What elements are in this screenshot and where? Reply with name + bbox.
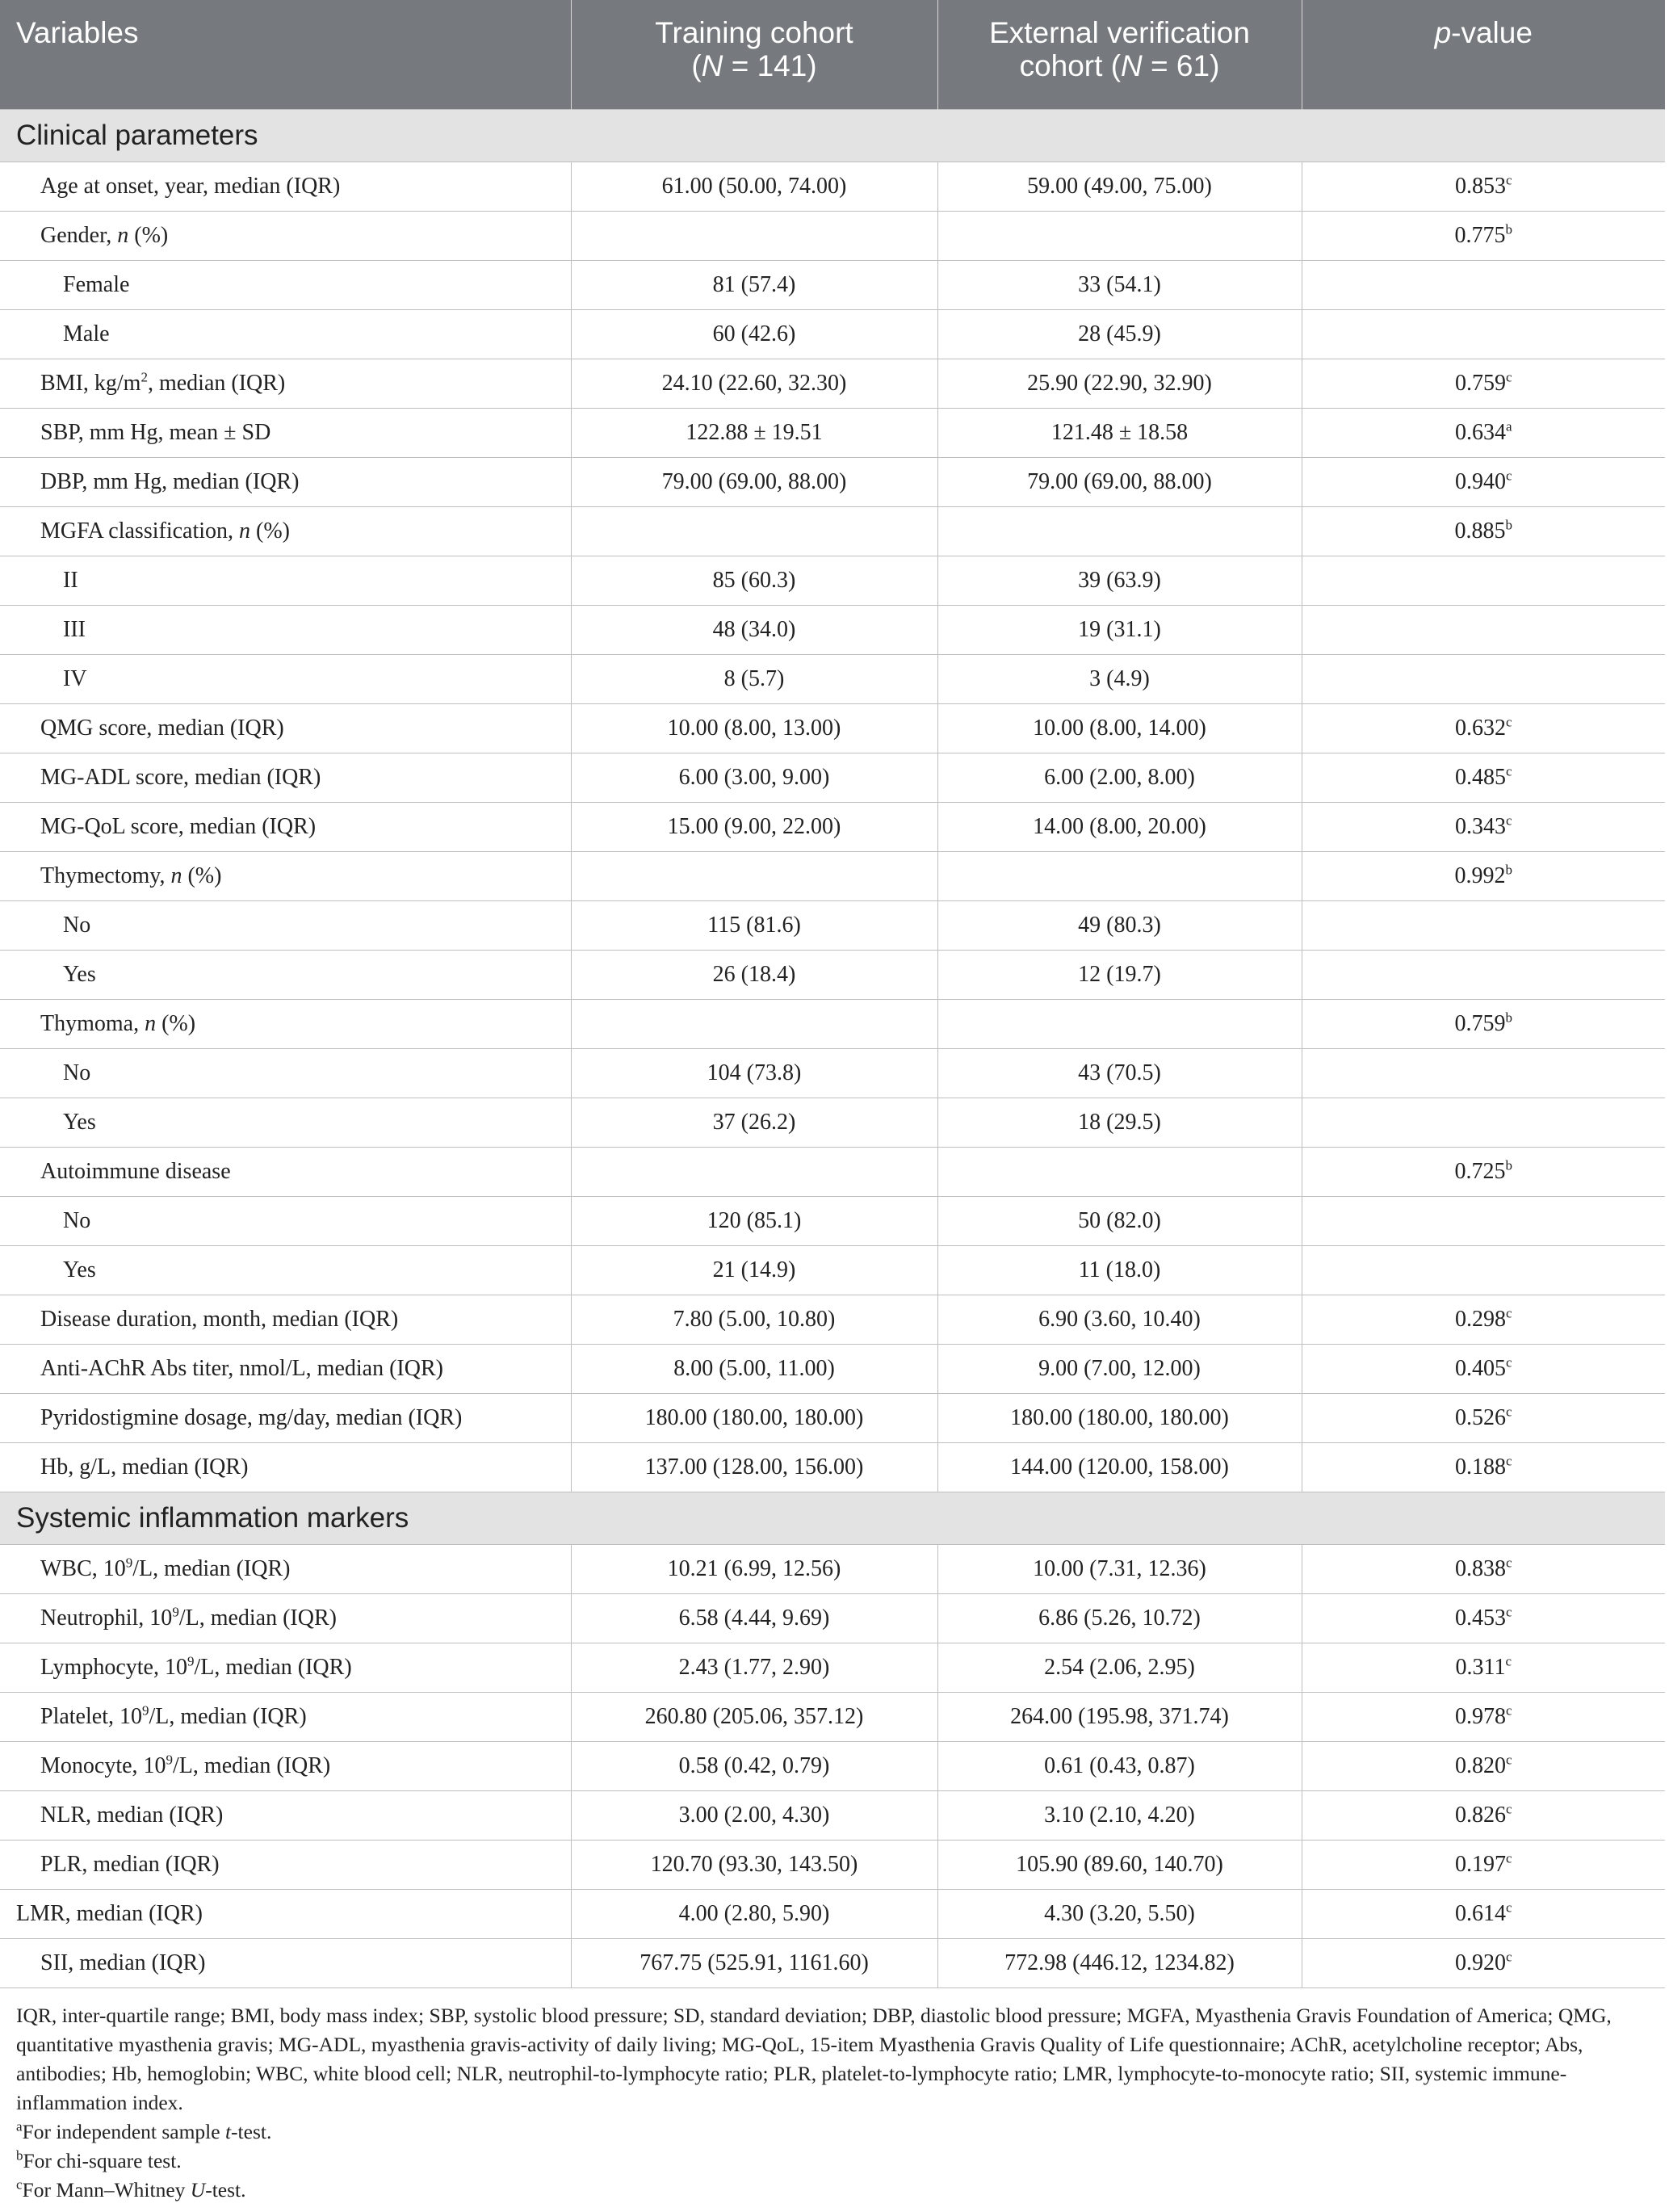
variable-cell: Anti-AChR Abs titer, nmol/L, median (IQR)	[0, 1345, 571, 1394]
p-value-cell: 0.940$^c$	[1302, 458, 1665, 507]
training-value-cell: 79.00 (69.00, 88.00)	[571, 458, 937, 507]
test-footnote-mark: c	[1505, 172, 1512, 188]
p-value-cell: 0.853$^c$	[1302, 162, 1665, 212]
variable-cell: Hb, g/L, median (IQR)	[0, 1443, 571, 1492]
table-row	[0, 409, 1665, 458]
variable-cell: Yes	[0, 1246, 571, 1295]
external-value-cell: 264.00 (195.98, 371.74)	[937, 1693, 1302, 1742]
variable-cell: Neutrophil, $10^9/L$, median (IQR)	[0, 1594, 571, 1643]
table-row	[0, 1049, 1665, 1098]
training-value-cell: 10.21 (6.99, 12.56)	[571, 1545, 937, 1594]
p-value-cell: 0.826$^c$	[1302, 1791, 1665, 1841]
table-row	[0, 951, 1665, 1000]
training-value-cell: 24.10 (22.60, 32.30)	[571, 359, 937, 409]
table-row	[0, 1148, 1665, 1197]
external-value-cell: 9.00 (7.00, 12.00)	[937, 1345, 1302, 1394]
p-value-cell: 0.775$^b$	[1302, 212, 1665, 261]
section-header	[0, 1492, 1665, 1545]
section-title: Clinical parameters	[0, 110, 1665, 162]
external-value-cell: 10.00 (7.31, 12.36)	[937, 1545, 1302, 1594]
table-notes	[0, 1988, 1669, 2205]
p-value-cell	[1302, 1098, 1665, 1148]
external-value-cell: 18 (29.5)	[937, 1098, 1302, 1148]
table-row	[0, 1246, 1665, 1295]
variable-cell: PLR, median (IQR)	[0, 1841, 571, 1890]
variable-cell: Age at onset, year, median (IQR)	[0, 162, 571, 212]
variable-cell: No	[0, 1197, 571, 1246]
variable-cell: DBP, mm Hg, median (IQR)	[0, 458, 571, 507]
table-row	[0, 1791, 1665, 1841]
variable-cell: IV	[0, 655, 571, 704]
variable-cell: MGFA classification, n (%)	[0, 507, 571, 556]
table-row	[0, 753, 1665, 803]
external-value-cell: 28 (45.9)	[937, 310, 1302, 359]
variable-cell: Yes	[0, 1098, 571, 1148]
p-value-cell: 0.405$^c$	[1302, 1345, 1665, 1394]
training-value-cell: 48 (34.0)	[571, 606, 937, 655]
training-value-cell: 180.00 (180.00, 180.00)	[571, 1394, 937, 1443]
external-value-cell: 49 (80.3)	[937, 901, 1302, 951]
table-row	[0, 1742, 1665, 1791]
variable-cell: No	[0, 901, 571, 951]
test-footnote-mark: c	[1505, 1653, 1512, 1669]
footnote: $^c$For Mann–Whitney U-test.	[16, 2176, 246, 2202]
test-footnote-mark: c	[1505, 763, 1512, 779]
table-row	[0, 1693, 1665, 1742]
table-row	[0, 606, 1665, 655]
p-value-cell	[1302, 655, 1665, 704]
training-value-cell: 61.00 (50.00, 74.00)	[571, 162, 937, 212]
test-footnote-mark: c	[1505, 1404, 1512, 1420]
p-value-cell	[1302, 261, 1665, 310]
test-footnote-mark: c	[1505, 1899, 1512, 1916]
test-footnote-mark: b	[1505, 517, 1512, 533]
section-title: Systemic inflammation markers	[0, 1492, 1665, 1545]
p-value-cell: 0.978$^c$	[1302, 1693, 1665, 1742]
variable-cell: WBC, $10^9/L$, median (IQR)	[0, 1545, 571, 1594]
table-row	[0, 1939, 1665, 1988]
training-value-cell: 260.80 (205.06, 357.12)	[571, 1693, 937, 1742]
abbreviations-note: IQR, inter-quartile range; BMI, body mass index; SBP, systolic blood pressure; SD, standard deviation; DBP, diastolic blood pressure; MGFA, Myasthenia Gravis Foundation of America; QMG, quantitative myasthenia gravis; MG-ADL, myasthenia gravis-activity of daily living; MG-QoL, 15-item Myasthenia Gravis Quality of Life questionnaire; AChR, acetylcholine receptor; Abs, antibodies; Hb, hemoglobin; WBC, white blood cell; NLR, neutrophil-to-lymphocyte ratio; PLR, platelet-to-lymphocyte ratio; LMR, lymphocyte-to-monocyte ratio; SII, systemic immune-inflammation index.	[16, 2004, 1612, 2114]
variable-cell: MG-ADL score, median (IQR)	[0, 753, 571, 803]
external-value-cell: 105.90 (89.60, 140.70)	[937, 1841, 1302, 1890]
variable-cell: SBP, mm Hg, mean ± SD	[0, 409, 571, 458]
test-footnote-mark: a	[1505, 418, 1512, 434]
p-value-cell	[1302, 1246, 1665, 1295]
external-value-cell: 180.00 (180.00, 180.00)	[937, 1394, 1302, 1443]
table-row	[0, 852, 1665, 901]
p-value-cell: 0.885$^b$	[1302, 507, 1665, 556]
test-footnote-mark: c	[1505, 812, 1512, 829]
training-value-cell: 2.43 (1.77, 2.90)	[571, 1643, 937, 1693]
training-value-cell: 37 (26.2)	[571, 1098, 937, 1148]
test-footnote-mark: c	[1505, 1305, 1512, 1321]
variable-cell: SII, median (IQR)	[0, 1939, 571, 1988]
training-value-cell	[571, 852, 937, 901]
external-value-cell: 12 (19.7)	[937, 951, 1302, 1000]
training-value-cell: 122.88 ± 19.51	[571, 409, 937, 458]
table-row	[0, 162, 1665, 212]
external-value-cell: 144.00 (120.00, 158.00)	[937, 1443, 1302, 1492]
p-value-cell	[1302, 310, 1665, 359]
variable-cell: NLR, median (IQR)	[0, 1791, 571, 1841]
external-value-cell	[937, 1148, 1302, 1197]
external-value-cell: 6.90 (3.60, 10.40)	[937, 1295, 1302, 1345]
test-footnote-mark: c	[1505, 1949, 1512, 1965]
training-value-cell: 4.00 (2.80, 5.90)	[571, 1890, 937, 1939]
table-row	[0, 901, 1665, 951]
p-value-cell: 0.759$^b$	[1302, 1000, 1665, 1049]
external-value-cell: 33 (54.1)	[937, 261, 1302, 310]
p-value-cell	[1302, 556, 1665, 606]
training-value-cell: 7.80 (5.00, 10.80)	[571, 1295, 937, 1345]
external-value-cell: 6.00 (2.00, 8.00)	[937, 753, 1302, 803]
variable-cell: LMR, median (IQR)	[0, 1890, 571, 1939]
footnotes	[16, 2118, 1655, 2205]
training-value-cell: 0.58 (0.42, 0.79)	[571, 1742, 937, 1791]
p-value-cell: 0.838$^c$	[1302, 1545, 1665, 1594]
p-value-cell	[1302, 606, 1665, 655]
training-value-cell	[571, 1000, 937, 1049]
table-row	[0, 1594, 1665, 1643]
external-value-cell: 6.86 (5.26, 10.72)	[937, 1594, 1302, 1643]
external-value-cell: 43 (70.5)	[937, 1049, 1302, 1098]
p-value-cell: 0.920$^c$	[1302, 1939, 1665, 1988]
external-value-cell: 3 (4.9)	[937, 655, 1302, 704]
p-value-cell	[1302, 901, 1665, 951]
p-value-cell: 0.614$^c$	[1302, 1890, 1665, 1939]
p-value-cell: 0.992$^b$	[1302, 852, 1665, 901]
external-value-cell: 10.00 (8.00, 14.00)	[937, 704, 1302, 753]
p-value-cell: 0.485$^c$	[1302, 753, 1665, 803]
training-value-cell	[571, 212, 937, 261]
table-row	[0, 1545, 1665, 1594]
table-row	[0, 212, 1665, 261]
table-row	[0, 310, 1665, 359]
external-value-cell: 50 (82.0)	[937, 1197, 1302, 1246]
training-value-cell: 15.00 (9.00, 22.00)	[571, 803, 937, 852]
p-value-cell: 0.298$^c$	[1302, 1295, 1665, 1345]
test-footnote-mark: c	[1505, 1604, 1512, 1620]
test-footnote-mark: c	[1505, 1752, 1512, 1768]
training-value-cell	[571, 507, 937, 556]
test-footnote-mark: c	[1505, 468, 1512, 484]
table-row	[0, 1345, 1665, 1394]
p-value-cell: 0.759$^c$	[1302, 359, 1665, 409]
test-footnote-mark: c	[1505, 369, 1512, 385]
variable-cell: Female	[0, 261, 571, 310]
table-row	[0, 507, 1665, 556]
external-value-cell: 2.54 (2.06, 2.95)	[937, 1643, 1302, 1693]
external-value-cell: 14.00 (8.00, 20.00)	[937, 803, 1302, 852]
table-header	[0, 0, 1665, 110]
training-value-cell: 120 (85.1)	[571, 1197, 937, 1246]
external-value-cell: 39 (63.9)	[937, 556, 1302, 606]
table-row	[0, 1443, 1665, 1492]
p-value-cell: 0.188$^c$	[1302, 1443, 1665, 1492]
header-variables: Variables	[0, 0, 571, 110]
external-value-cell: 79.00 (69.00, 88.00)	[937, 458, 1302, 507]
training-value-cell: 6.58 (4.44, 9.69)	[571, 1594, 937, 1643]
variable-cell: Disease duration, month, median (IQR)	[0, 1295, 571, 1345]
test-footnote-mark: b	[1505, 862, 1512, 878]
external-value-cell: 59.00 (49.00, 75.00)	[937, 162, 1302, 212]
training-value-cell: 60 (42.6)	[571, 310, 937, 359]
table-row	[0, 1098, 1665, 1148]
test-footnote-mark: c	[1505, 1453, 1512, 1469]
training-value-cell: 137.00 (128.00, 156.00)	[571, 1443, 937, 1492]
training-value-cell: 3.00 (2.00, 4.30)	[571, 1791, 937, 1841]
p-value-cell: 0.634$^a$	[1302, 409, 1665, 458]
p-value-cell: 0.820$^c$	[1302, 1742, 1665, 1791]
table-body	[0, 110, 1665, 1988]
training-value-cell	[571, 1148, 937, 1197]
training-value-cell: 10.00 (8.00, 13.00)	[571, 704, 937, 753]
p-value-cell: 0.526$^c$	[1302, 1394, 1665, 1443]
test-footnote-mark: c	[1505, 1801, 1512, 1817]
table-row	[0, 1394, 1665, 1443]
external-value-cell	[937, 212, 1302, 261]
header-external-cohort: External verification cohort (N = 61)	[937, 0, 1302, 110]
test-footnote-mark: c	[1505, 1354, 1512, 1370]
header-training-cohort: Training cohort (N = 141)	[571, 0, 937, 110]
test-footnote-mark: c	[1505, 1850, 1512, 1866]
table-row	[0, 1841, 1665, 1890]
training-value-cell: 21 (14.9)	[571, 1246, 937, 1295]
training-value-cell: 767.75 (525.91, 1161.60)	[571, 1939, 937, 1988]
variable-cell: Yes	[0, 951, 571, 1000]
variable-cell: QMG score, median (IQR)	[0, 704, 571, 753]
table-row	[0, 359, 1665, 409]
table-row	[0, 261, 1665, 310]
p-value-cell: 0.197$^c$	[1302, 1841, 1665, 1890]
variable-cell: Gender, n (%)	[0, 212, 571, 261]
external-value-cell: 3.10 (2.10, 4.20)	[937, 1791, 1302, 1841]
training-value-cell: 8 (5.7)	[571, 655, 937, 704]
variable-cell: III	[0, 606, 571, 655]
test-footnote-mark: c	[1505, 1702, 1512, 1719]
table-row	[0, 1295, 1665, 1345]
variable-cell: Pyridostigmine dosage, mg/day, median (IQR)	[0, 1394, 571, 1443]
training-value-cell: 6.00 (3.00, 9.00)	[571, 753, 937, 803]
external-value-cell: 25.90 (22.90, 32.90)	[937, 359, 1302, 409]
training-value-cell: 115 (81.6)	[571, 901, 937, 951]
variable-cell: Platelet, $10^9/L$, median (IQR)	[0, 1693, 571, 1742]
training-value-cell: 26 (18.4)	[571, 951, 937, 1000]
p-value-cell: 0.725$^b$	[1302, 1148, 1665, 1197]
variable-cell: Thymoma, n (%)	[0, 1000, 571, 1049]
footnote: $^a$For independent sample t-test.	[16, 2118, 272, 2143]
variable-cell: Male	[0, 310, 571, 359]
footnote: $^b$For chi-square test.	[16, 2147, 182, 2172]
variable-cell: MG-QoL score, median (IQR)	[0, 803, 571, 852]
training-value-cell: 81 (57.4)	[571, 261, 937, 310]
section-header	[0, 110, 1665, 162]
test-footnote-mark: c	[1505, 714, 1512, 730]
variable-cell: Monocyte, $10^9/L$, median (IQR)	[0, 1742, 571, 1791]
p-value-cell: 0.343$^c$	[1302, 803, 1665, 852]
external-value-cell	[937, 507, 1302, 556]
training-value-cell: 120.70 (93.30, 143.50)	[571, 1841, 937, 1890]
variable-cell: Thymectomy, n (%)	[0, 852, 571, 901]
table-row	[0, 458, 1665, 507]
table-row	[0, 1197, 1665, 1246]
test-footnote-mark: c	[1505, 1555, 1512, 1571]
p-value-cell	[1302, 1049, 1665, 1098]
variable-cell: No	[0, 1049, 571, 1098]
p-value-cell	[1302, 1197, 1665, 1246]
external-value-cell: 772.98 (446.12, 1234.82)	[937, 1939, 1302, 1988]
external-value-cell: 11 (18.0)	[937, 1246, 1302, 1295]
external-value-cell: 19 (31.1)	[937, 606, 1302, 655]
table-row	[0, 704, 1665, 753]
table-row	[0, 1643, 1665, 1693]
table-row	[0, 655, 1665, 704]
table-row	[0, 803, 1665, 852]
variable-cell: BMI, $kg/m^2$, median (IQR)	[0, 359, 571, 409]
variable-cell: II	[0, 556, 571, 606]
table-row	[0, 556, 1665, 606]
header-p-value: p-value	[1302, 0, 1665, 110]
external-value-cell: 4.30 (3.20, 5.50)	[937, 1890, 1302, 1939]
table-row	[0, 1890, 1665, 1939]
external-value-cell: 0.61 (0.43, 0.87)	[937, 1742, 1302, 1791]
test-footnote-mark: b	[1505, 221, 1512, 237]
table-row	[0, 1000, 1665, 1049]
p-value-cell: 0.632$^c$	[1302, 704, 1665, 753]
p-value-cell: 0.311$^c$	[1302, 1643, 1665, 1693]
external-value-cell: 121.48 ± 18.58	[937, 409, 1302, 458]
test-footnote-mark: b	[1505, 1157, 1512, 1173]
test-footnote-mark: b	[1505, 1009, 1512, 1026]
p-value-cell	[1302, 951, 1665, 1000]
training-value-cell: 8.00 (5.00, 11.00)	[571, 1345, 937, 1394]
external-value-cell	[937, 1000, 1302, 1049]
training-value-cell: 104 (73.8)	[571, 1049, 937, 1098]
training-value-cell: 85 (60.3)	[571, 556, 937, 606]
p-value-cell: 0.453$^c$	[1302, 1594, 1665, 1643]
external-value-cell	[937, 852, 1302, 901]
variable-cell: Autoimmune disease	[0, 1148, 571, 1197]
variable-cell: Lymphocyte, $10^9/L$, median (IQR)	[0, 1643, 571, 1693]
